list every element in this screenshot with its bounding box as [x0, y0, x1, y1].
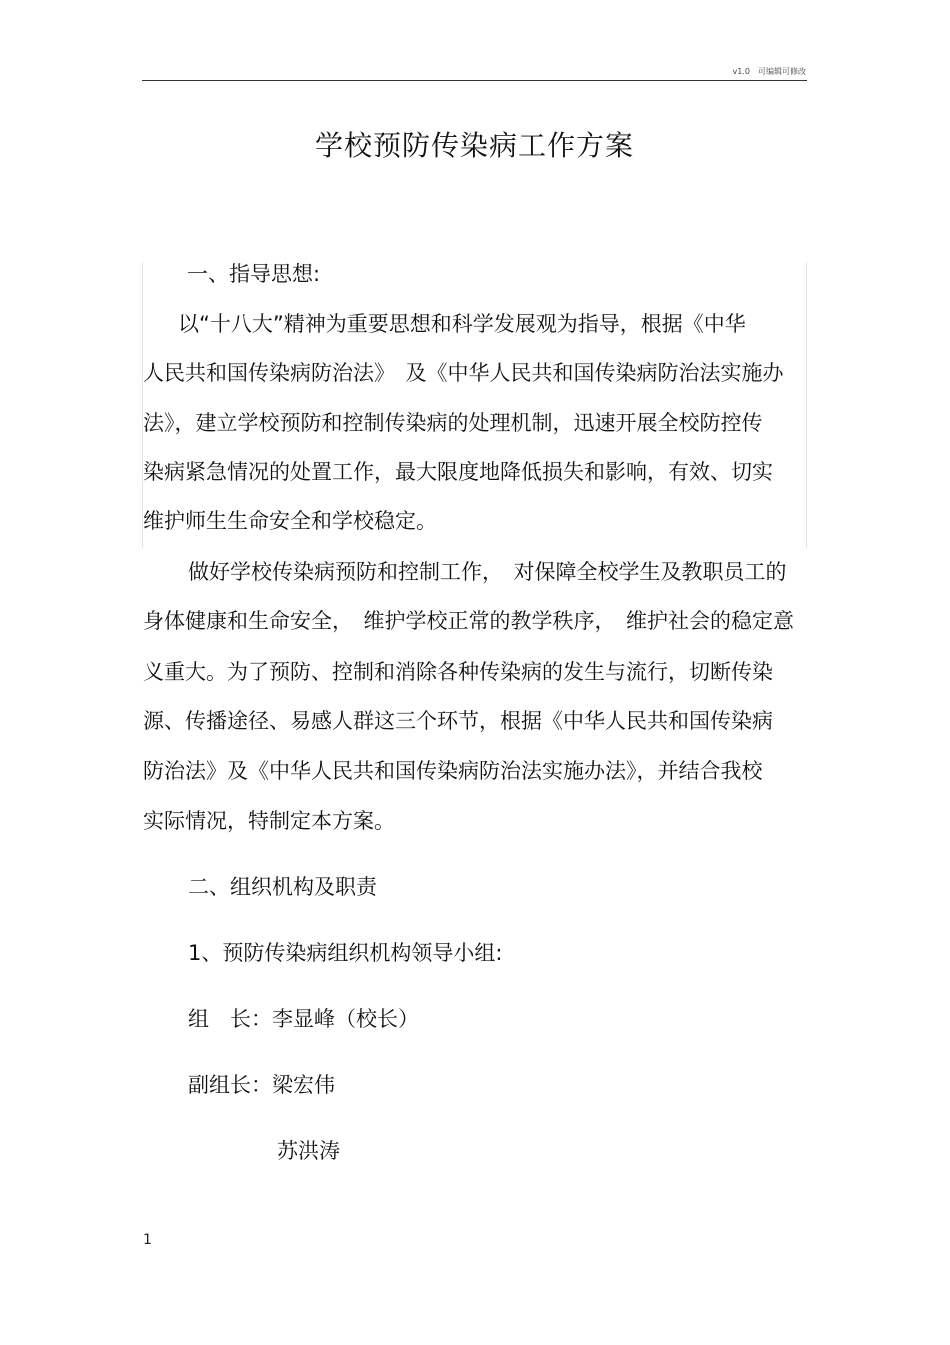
subsection1-heading: 1、预防传染病组织机构领导小组:: [188, 941, 503, 965]
para2-line: 源、传播途径、易感人群这三个环节，根据《中华人民共和国传染病: [143, 709, 773, 733]
section1-heading: 一、指导思想:: [187, 262, 321, 286]
section2-heading: 二、组织机构及职责: [188, 875, 377, 899]
deputy-line-2: 苏洪涛: [277, 1139, 340, 1163]
document-title: 学校预防传染病工作方案: [314, 129, 634, 162]
para1-line: 法》，建立学校预防和控制传染病的处理机制，迅速开展全校防控传: [143, 411, 763, 435]
para2-line: 实际情况，特制定本方案。: [143, 809, 395, 833]
version-label: v1.0 可编辑可修改: [732, 67, 806, 76]
margin-rule-right: [806, 262, 807, 548]
para2-line: 防治法》及《中华人民共和国传染病防治法实施办法》，并结合我校: [143, 759, 763, 783]
para2-line: 做好学校传染病预防和控制工作， 对保障全校学生及教职员工的: [188, 560, 787, 584]
para2-line: 身体健康和生命安全， 维护学校正常的教学秩序， 维护社会的稳定意: [143, 609, 794, 633]
para1-line: 人民共和国传染病防治法》 及《中华人民共和国传染病防治法实施办: [143, 361, 784, 385]
page-number: 1: [143, 1232, 152, 1248]
para1-line: 以“十八大”精神为重要思想和科学发展观为指导，根据《中华: [178, 312, 746, 336]
leader-line: 组 长：李显峰（校长）: [188, 1007, 419, 1031]
header-rule: [142, 80, 807, 81]
para1-line: 染病紧急情况的处置工作，最大限度地降低损失和影响，有效、切实: [143, 460, 773, 484]
para1-line: 维护师生生命安全和学校稳定。: [143, 509, 437, 533]
deputy-line: 副组长：梁宏伟: [188, 1073, 335, 1097]
para2-line: 义重大。为了预防、控制和消除各种传染病的发生与流行，切断传染: [143, 660, 773, 684]
